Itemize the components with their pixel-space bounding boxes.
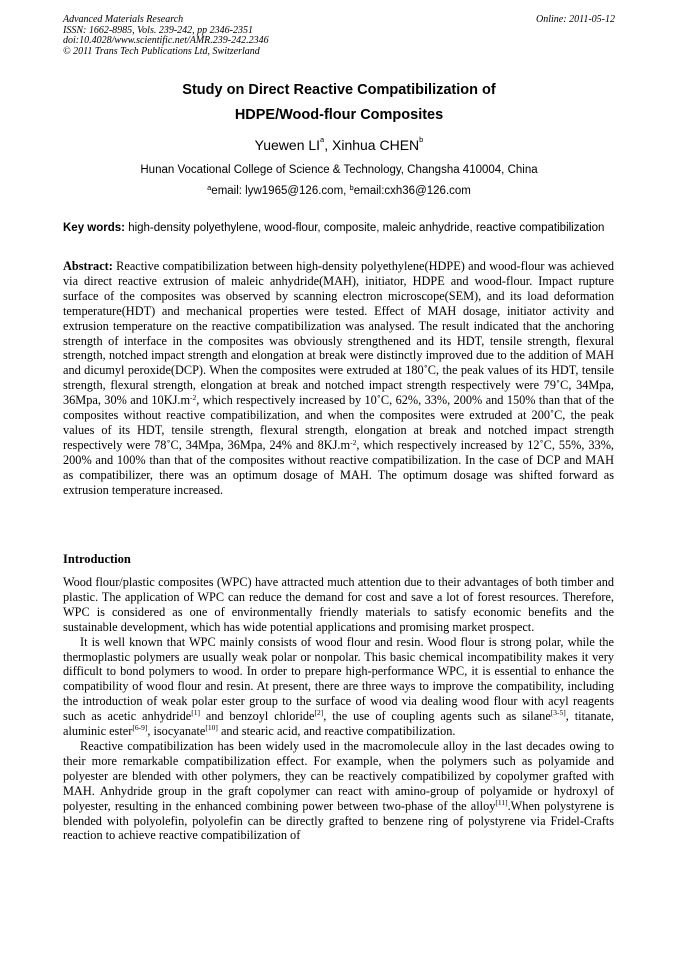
- abstract-text-2: , which respectively increased by 10˚C, 62%, 33%, 200% and 150% than that of the composites without reactive compatibilization, and when the composites were extruded at 200˚C, the peak values of its HDT, tensile strength, flexural strength, elongation at break and notched impact strength respectively were 78˚C, 34Mpa, 36Mpa, 24% and 8KJ.m: [63, 393, 615, 452]
- citation-4: [6-9]: [132, 723, 148, 733]
- issn-line: ISSN: 1662-8985, Vols. 239-242, pp 2346-2351: [63, 24, 253, 36]
- affiliation: Hunan Vocational College of Science & Technology, Changsha 410004, China: [140, 164, 538, 176]
- intro-p2-text-a: It is well known that WPC mainly consists of wood flour and resin. Wood flour is strong polar, while the thermoplastic polymers are usually weak polar or nonpolar. This basic chemical incompatibility makes it very difficult to bond polymers to wood. In order to prepare high-performance WPC, it is essential to enhance the compatibility of wood flour and resin. At present, there are three ways to improve the compatibility, including the introduction of weak polar ester group to the surface of wood via dealing wood flour with acyl reagents such as acetic anhydride: [63, 634, 614, 724]
- keywords-label: Key words:: [63, 222, 125, 234]
- intro-paragraph-3: [63, 739, 614, 843]
- abstract-sup-2: -2: [350, 437, 357, 447]
- author-1: Yuewen LI: [254, 137, 321, 153]
- intro-p2-text-b: and benzoyl chloride: [199, 709, 315, 724]
- copyright-line: © 2011 Trans Tech Publications Ltd, Switzerland: [63, 45, 260, 57]
- paper-title-line-1: Study on Direct Reactive Compatibilization of: [182, 82, 496, 98]
- author-2: Xinhua CHEN: [332, 137, 420, 153]
- abstract-label: Abstract:: [63, 259, 113, 273]
- email-a: email: lyw1965@126.com,: [211, 185, 350, 197]
- citation-2: [2]: [314, 708, 324, 718]
- citation-6: [11]: [495, 797, 508, 807]
- email-b: email:cxh36@126.com: [353, 185, 471, 197]
- journal-name: Advanced Materials Research: [63, 14, 184, 25]
- intro-p2-text-e: , isocyanate: [147, 724, 206, 739]
- abstract-sup-1: -2: [190, 393, 197, 403]
- introduction-heading: Introduction: [63, 552, 131, 566]
- intro-p2-text-f: and stearic acid, and reactive compatibilization.: [217, 724, 456, 739]
- keywords-text: high-density polyethylene, wood-flour, composite, maleic anhydride, reactive compatibilization: [125, 222, 605, 234]
- intro-paragraph-1: Wood flour/plastic composites (WPC) have attracted much attention due to their advantages of both timber and plastic. The application of WPC can reduce the demand for cost and save a lot of forest resources. Therefore, WPC is considered as one of environmentally friendly materials to satisfy economic benefits and the sustainable development, which has wide potential applications and promising market prospect.: [63, 575, 614, 634]
- abstract-text-3: , which respectively increased by 12˚C, 55%, 33%, 200% and 100% than that of the composites without reactive compatibilization. In the case of DCP and MAH as compatibilizer, there was an optimum dosage of MAH. The optimum dosage was shifted forward as extrusion temperature increased.: [63, 437, 615, 497]
- intro-p2-text-c: , the use of coupling agents such as silane: [323, 709, 551, 724]
- keywords: [63, 222, 614, 235]
- abstract-text-1: Reactive compatibilization between high-density polyethylene(HDPE) and wood-flour was achieved via direct reactive extrusion of maleic anhydride(MAH), initiator, HDPE and wood-flour. Impact rupture surface of the composites was observed by scanning electron microscope(SEM), and its load deformation temperature(HDT) and mechanical properties were tested. Effect of MAH dosage, initiator activity and extrusion temperature on the reactive compatibilization was analysed. The result indicated that the anchoring strength of interface in the composites was obviously strengthened and its HDT, tensile strength, flexural strength, notched impact strength and elongation at break were distinctly improved due to the addition of MAH and dicumyl peroxide(DCP). When the composites were extruded at 180˚C, the peak values of its HDT, tensile strength, flexural strength, elongation at break and notched impact strength respectively were 79˚C, 34Mpa, 36Mpa, 30% and 10KJ.m: [63, 259, 614, 408]
- introduction-body: [63, 575, 614, 843]
- author-separator: ,: [324, 137, 332, 153]
- email-line: [63, 185, 615, 197]
- email-a-marker: a: [207, 183, 212, 192]
- citation-5: [10]: [205, 723, 218, 733]
- online-date: Online: 2011-05-12: [536, 14, 615, 25]
- author-2-marker: b: [419, 135, 424, 144]
- intro-paragraph-2: [63, 635, 614, 739]
- abstract: [63, 259, 614, 498]
- email-b-marker: b: [349, 183, 354, 192]
- journal-header: [63, 15, 615, 57]
- doi-line: doi:10.4028/www.scientific.net/AMR.239-242.2346: [63, 35, 269, 46]
- intro-p3-text-a: Reactive compatibilization has been widely used in the macromolecule alloy in the last decades owing to their more remarkable compatibilization effect. For example, when the polymers such as polyamide and polyester are blended with other polymers, they can be reactively compatibilized by copolymer grafted with MAH. Anhydride group in the graft copolymer can react with amino-group of polyamide or hydroxyl of polyester, resulting in the enhanced combining power between two-phase of the alloy: [63, 738, 614, 813]
- author-1-marker: a: [320, 135, 325, 144]
- citation-1: [1]: [191, 708, 200, 718]
- citation-3: [3-5]: [550, 708, 566, 718]
- intro-p2-text-d: , titanate, aluminic ester: [63, 709, 614, 739]
- paper-title-line-2: HDPE/Wood-flour Composites: [234, 107, 444, 123]
- intro-p3-text-b: .When polystyrene is blended with polyolefin, polyolefin can be directly grafted to benzene ring of polystyrene via Fridel-Crafts reaction to achieve reactive compatibilization of: [63, 798, 614, 843]
- author-list: [63, 137, 615, 153]
